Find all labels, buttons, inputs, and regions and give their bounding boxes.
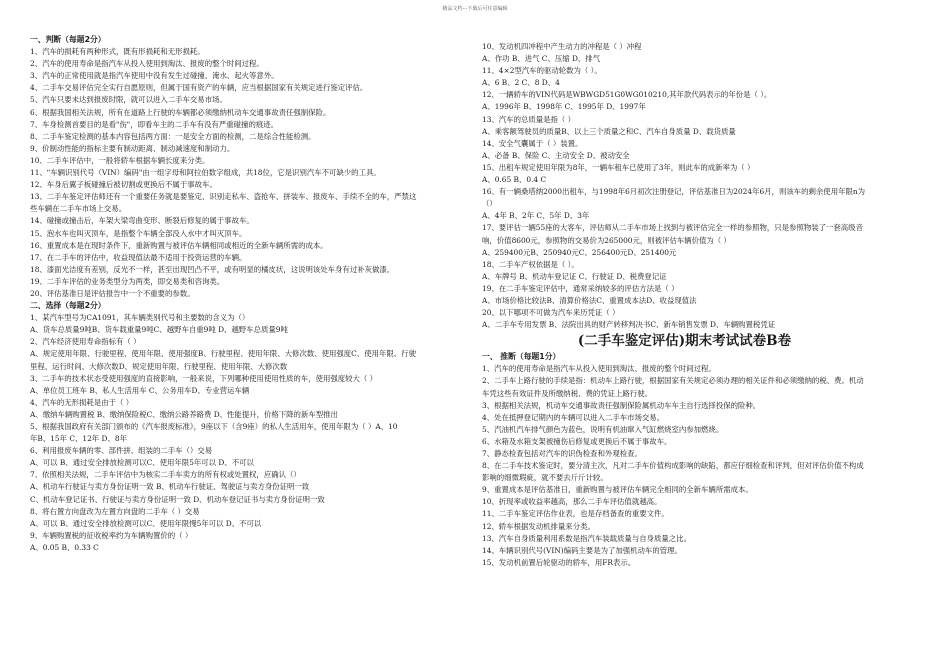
- left-question-line: A、货车总质量9吨B、货车载重量9吨C、越野车自重9吨 D、越野车总质量9吨: [30, 325, 288, 335]
- right-question-line: 20、以下哪项不可做为汽车来历凭证（ ）: [482, 308, 620, 318]
- left-question-line: 4、二手车交易评估完全实行自愿原则，但属于国有资产的车辆，应当根据国家有关规定进行鉴定评估。: [30, 83, 368, 93]
- right-question-line: 6、水箱及水箱支架被撞伤后修复或更换后不属于事故车。: [482, 436, 672, 446]
- right-question-line: A、作功 B、进气 C、压缩 D、排气: [482, 54, 601, 64]
- left-question-line: 19、二手车评估的业务类型分为两类，即交易类和咨询类。: [30, 276, 225, 286]
- right-question-line: 11、二手车鉴定评估作业表，也是存档备查的重要文件。: [482, 509, 669, 519]
- left-question-line: 5、汽车只要未达到报废时限，就可以进入二手车交易市场。: [30, 95, 227, 105]
- left-question-line: 17、在二手车的评估中，收益现值法最不适用于投资运营的车辆。: [30, 252, 247, 262]
- left-question-line: 18、漆面光洁度有差别，反光不一样，甚至出现凹凸不平，或有明显的橘皮状，这说明该处车身有过补灰做漆。: [30, 264, 395, 274]
- right-question-line: A、二手车专用发票 B、法院出具的财产转移判决书C、新车销售发票 D、车辆购置税凭证: [482, 320, 776, 330]
- right-question-line: A、259400元B、250940元C、256400元D、251400元: [482, 247, 677, 257]
- right-question-line: 19、在二手车鉴定评估中，通常采纳较多的评估方法是（ ）: [482, 283, 679, 293]
- left-question-line: A、可以 B、通过安全排放检测可以C、使用年限慢5年可以 D、不可以: [30, 518, 262, 528]
- left-question-line: C、机动车登记证书、行驶证与卖方身份证明一致 D、机动车登记证书与卖方身份证明一致: [30, 494, 325, 504]
- left-question-line: 11、"车辆识别代号（VIN）编码"由一组字母和阿拉伯数字组成，共18位，它是识别汽车不可缺少的工具。: [30, 168, 381, 178]
- left-question-line: 2、汽车经济使用寿命指标有（ ）: [30, 337, 141, 347]
- right-question-line: A、市场价格比较法B、清算价格法C、重置成本法D、收益现值法: [482, 295, 697, 305]
- left-question-line: 13、二手车鉴定评估师还有一个重要任务就是要鉴定、识别走私车、盗抢车、拼装车、报废车、手续不全的车，严禁这: [30, 192, 417, 202]
- exam-title: (二手车鉴定评估)期末考试试卷B卷: [577, 333, 792, 350]
- left-question-line: 5、根据我国政府有关部门颁布的《汽车报废标准》，9座以下（含9座）的私人生活用车，使用年限为（ ）A、10: [30, 422, 398, 431]
- left-question-line: A、可以 B、通过安全排放检测可以C、使用年限5年可以 D、不可以: [30, 458, 254, 468]
- right-question-line: 15、发动机前置后轮驱动的轿车，用FR表示。: [482, 557, 636, 567]
- right-question-line: A、必备 B、保险 C、主动安全 D、被动安全: [482, 150, 630, 160]
- right-question-line: 影响的细微瑕疵，就不要去斤斤计较。: [482, 473, 608, 483]
- left-question-line: 2、汽车的使用寿命是指汽车从投入使用到淘汰、报废的整个时间过程。: [30, 59, 264, 69]
- left-question-line: A、单位员工班车 B、私人生活用车 C、公务用车D、专业营运车辆: [30, 385, 250, 395]
- right-question-line: 7、静态检查包括对汽车的识伪检查和外观检查。: [482, 449, 642, 458]
- left-question-line: 9、价制动性能的指标主要有制动距离、制动减速度和制动力。: [30, 143, 235, 153]
- right-question-line: A、4年 B、2年 C、5年 D、3年: [482, 211, 590, 221]
- left-question-line: 6、根据我国相关法规，所有在道路上行驶的车辆都必须缴纳机动车交通事故责任强制保险。: [30, 107, 331, 117]
- right-question-line: A、乘客额驾驶员的质量B、以上三个质量之和C、汽车自身质量 D、载货质量: [482, 126, 736, 136]
- left-question-line: 1、某汽车型号为CA1091，其车辆类别代号和主要数的含义为（）: [30, 313, 250, 323]
- right-question-line: 15、出租车规定使用年限为8年，一辆车租车已使用了3年，则此车的成新率为（ ）: [482, 162, 755, 172]
- right-question-line: 11、4×2型汽车的驱动轮数为（ ）。: [482, 66, 602, 76]
- right-question-line: 8、在二手车技术鉴定时，要分清主次，凡对二手车价值构成影响的缺陷，都应仔细检查和评判，但对评估价值不构成: [482, 461, 864, 471]
- right-question-line: 16、有一辆桑塔纳2000出租车，与1998年6月初次注册登记，评估基准日为2024年6月，则该车的剩余使用年限n为: [482, 187, 866, 197]
- right-question-line: A、0.65 B、0.4 C: [482, 175, 547, 185]
- right-question-line: 2、二手车上路行驶的手续是指：机动车上路行驶，根据国家有关规定必须办理的相关证件和必须缴纳的税、费。机动: [482, 376, 864, 386]
- left-question-line: 20、评估基准日是评估报告中一个不重要的参数。: [30, 288, 195, 298]
- right-question-line: 13、汽车自身质量利用系数是指汽车装载质量与自身质量之比。: [482, 533, 691, 543]
- left-question-line: 14、碰撞或撞击后，车架大梁弯曲变形、断裂后修复的属于事故车。: [30, 216, 254, 226]
- right-question-line: 1、汽车的使用寿命是指汽车从投入使用到淘汰、报废的整个时间过程。: [482, 364, 716, 374]
- left-question-line: 8、二手车鉴定检测的基本内容包括两方面：一是安全方面的检测，二是综合性能检测。: [30, 131, 316, 141]
- right-question-line: 车凭这些有效证件及所缴纳税、费的凭证上路行驶。: [482, 388, 652, 398]
- right-column: [482, 41, 927, 569]
- left-question-line: 年B、15年 C、12年 D、8年: [30, 434, 127, 444]
- page-header: 精品文档---下载后可任意编辑: [442, 6, 508, 12]
- left-question-line: A、0.05 B、0.33 C: [30, 542, 99, 552]
- right-question-line: 10、折现率或收益率越高，那么二手车评估值就越高。: [482, 497, 662, 507]
- right-question-line: 17、要评估一辆55座的大客车，评估师从二手车市场上找到与被评估完全一样的参照物，只是参照物装了一套高级音: [482, 223, 863, 233]
- left-question-line: 16、重置成本是在现时条件下，重新购置与被评估车辆相同或相近的全新车辆所需的成本。: [30, 240, 328, 250]
- right-question-line: 4、处在抵押登记期内的车辆可以进入二手车市场交易。: [482, 412, 665, 422]
- right-section-heading: 一、 推断（每题1分）: [482, 352, 561, 362]
- right-question-line: 12、轿车根据发动机排量来分类。: [482, 521, 595, 531]
- left-question-line: A、规定使用年限、行驶里程、使用年限、使用强度B、行驶里程、使用年限、大修次数、使用强度C、使用年限、行驶: [30, 349, 416, 359]
- left-section-heading: 一、判断（每题2分）: [30, 35, 106, 44]
- left-question-line: 1、汽车的损耗有两种形式，既有形损耗和无形损耗。: [30, 47, 205, 57]
- right-question-line: 13、汽车的总质量是指（ ）: [482, 114, 576, 124]
- left-question-line: 4、汽车的无形损耗是由于（ ）: [30, 397, 134, 407]
- right-question-line: 18、二手车产权依据是（ ）。: [482, 259, 579, 269]
- right-question-line: 10、发动机四冲程中产生动力的冲程是（ ）冲程: [482, 42, 642, 51]
- left-question-line: 7、车身检测首要目的是看"伤"，即看车主的二手车有没有严重碰撞的痕迹。: [30, 119, 279, 129]
- left-question-line: 3、二手车的技术状态受使用强度的直接影响，一般来说，下列哪种使用使用性质的车，使用强度较大（ ）: [30, 373, 378, 383]
- right-question-line: 9、重置成本是评估基准日，重新购置与被评估车辆完全相同的全新车辆所需成本。: [482, 485, 753, 495]
- left-question-line: 7、依照相关法规，二手车评估中为核实二手车卖方的所有权或处置权，应确认（）: [30, 470, 301, 480]
- right-question-line: （）: [482, 199, 497, 209]
- right-question-line: 12、一辆轿车的VIN代码是WBWGD51G0WG010210,其年款代码表示的年份是（ ）。: [482, 90, 772, 100]
- right-question-line: 5、汽油机汽车排气颜色为蓝色，说明有机油窜入气缸燃烧室内参加燃烧。: [482, 424, 724, 434]
- right-question-line: A、车牌号 B、机动车登记证 C、行驶证 D、税费登记证: [482, 271, 667, 281]
- left-question-line: 6、利用报废车辆的零、部件拼、组装的二手车（）交易: [30, 446, 213, 456]
- left-question-line: 3、汽车的正常使用就是指汽车使用中没有发生过碰撞、淹水、起火等意外。: [30, 71, 279, 81]
- left-question-line: A、缴纳车辆购置税 B、缴纳保险税C、缴纳公路养路费 D、性能提升，价格下降的新车型推出: [30, 409, 338, 419]
- left-question-line: 9、车辆购置税的征收税率约为车辆购置价的（ ）: [30, 530, 193, 540]
- right-question-line: 14、安全气囊属于（ ）装置。: [482, 138, 583, 148]
- left-question-line: 些车辆在二手车市场上交易。: [30, 204, 127, 214]
- left-question-line: 12、车身后翼子板碰撞后被切割或更换后不属于事故车。: [30, 180, 217, 190]
- left-question-line: A、机动车行驶证与卖方身份证明一致 B、机动车行驶证、驾驶证与卖方身份证明一致: [30, 482, 310, 492]
- left-section-heading: 二、选择（每题2分）: [30, 301, 106, 311]
- left-question-line: 10、二手车评估中，一般将轿车根据车辆长度来分类。: [30, 155, 210, 165]
- left-question-line: 里程、运行时间、大修次数D、规定使用年限、行驶里程、使用年限、大修次数: [30, 361, 288, 371]
- right-question-line: 3、根据相关法规，机动车交通事故责任强制保险属机动车车主自行选择投保的险种。: [482, 400, 761, 410]
- left-column: [30, 34, 482, 554]
- right-question-line: 14、车辆识别代号(VIN)编码主要是为了加强机动车的管理。: [482, 545, 682, 555]
- right-question-line: A、1996年 B、1998年 C、1995年 D、1997年: [482, 102, 646, 112]
- right-question-line: A、6 B、2 C、8 D、4: [482, 78, 560, 88]
- left-question-line: 15、泡水车也叫灭顶车，是指整个车辆全部没入水中才叫灭顶车。: [30, 228, 247, 238]
- right-question-line: 响，价值8600元，参照物的交易价为265000元，则被评估车辆价值为（ ）: [482, 235, 731, 245]
- left-question-line: 8、将右置方向盘改为左置方向盘的二手车（ ）交易: [30, 506, 200, 516]
